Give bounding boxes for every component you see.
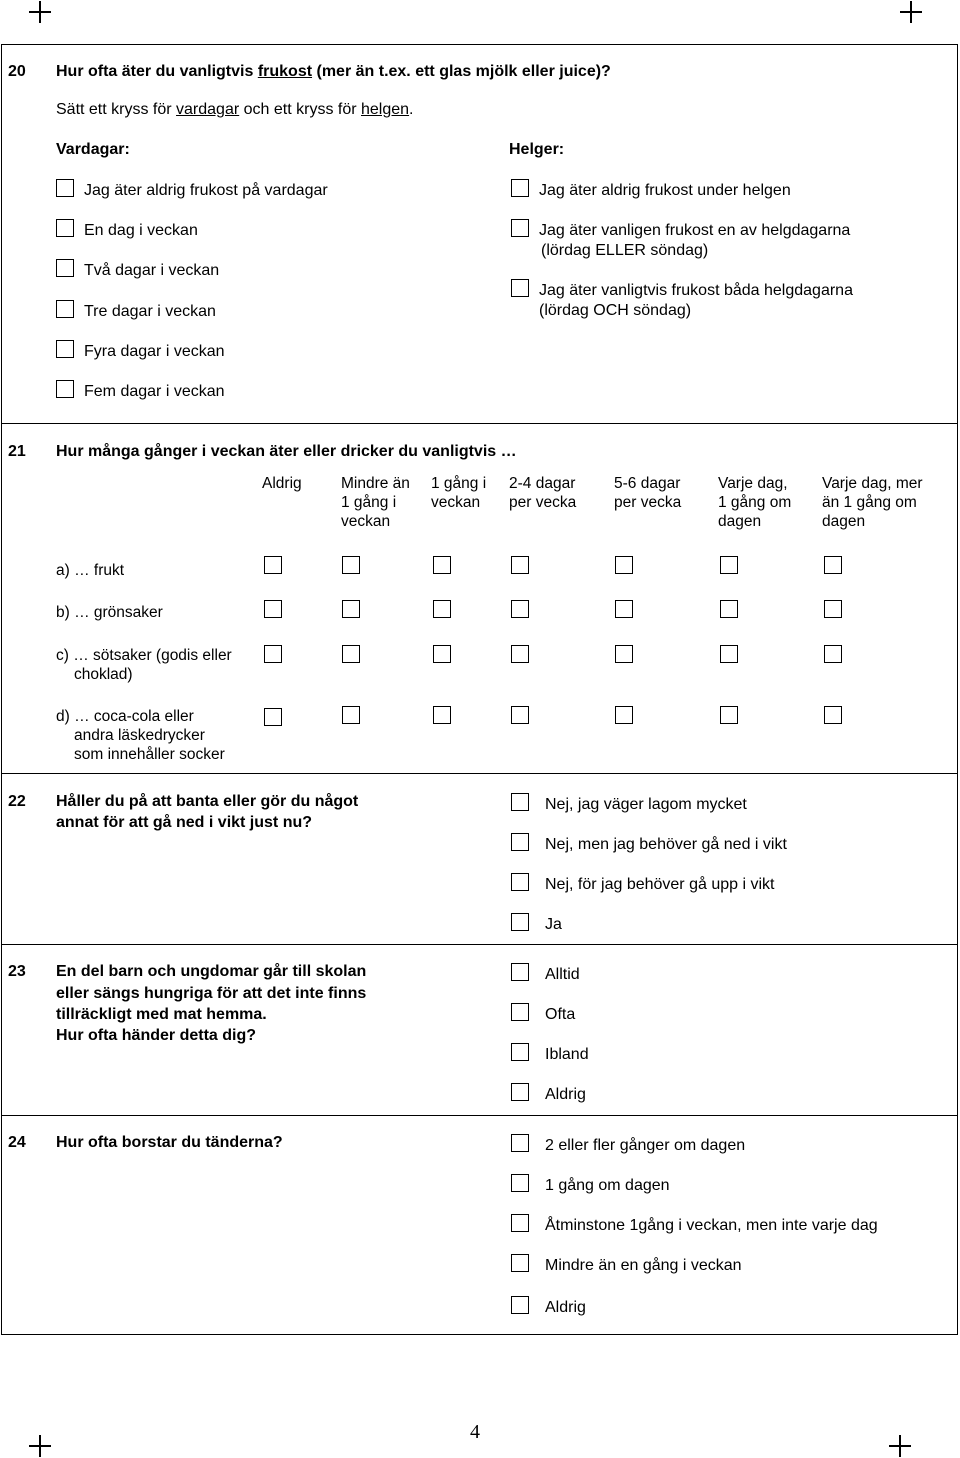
q21-col0-l1: Aldrig (262, 475, 302, 492)
q23-checkbox-3[interactable] (511, 1083, 529, 1101)
q21-col2-l1: 1 gång i (431, 475, 487, 492)
q21-checkbox-d-varje-dag-mer[interactable] (824, 706, 842, 724)
q21-checkbox-d-1-gang[interactable] (433, 706, 451, 724)
q24-option-label-3: Mindre än en gång i veckan (545, 1257, 742, 1274)
q21-checkbox-d-2-4-dagar[interactable] (511, 706, 529, 724)
q20-instruction-weekdays: vardagar (176, 101, 240, 118)
q21-checkbox-b-5-6-dagar[interactable] (615, 600, 633, 618)
q21-number: 21 (8, 443, 26, 460)
q20-instruction-post: . (409, 101, 414, 118)
q21-col5-l3: dagen (718, 513, 762, 530)
q21-checkbox-a-mindre-an-1-gang[interactable] (342, 556, 360, 574)
q21-checkbox-c-5-6-dagar[interactable] (615, 645, 633, 663)
q20-weekend-checkbox-2[interactable] (511, 279, 529, 297)
q20-weekday-label-0: Jag äter aldrig frukost på vardagar (84, 182, 328, 199)
q21-col-header (614, 474, 681, 512)
q21-col1-l1: Mindre än (341, 475, 410, 492)
q20-weekday-label-2: Två dagar i veckan (84, 262, 220, 279)
q23-checkbox-1[interactable] (511, 1003, 529, 1021)
q21-col6-l3: dagen (822, 513, 866, 530)
q21-row-c-l2: choklad) (74, 666, 133, 683)
q21-checkbox-a-varje-dag[interactable] (720, 556, 738, 574)
q23-question-line3: tillräckligt med mat hemma. (56, 1006, 267, 1023)
q22-checkbox-2[interactable] (511, 873, 529, 891)
registration-mark-top-left (29, 1, 51, 23)
q20-weekend-label-2a: Jag äter vanligtvis frukost båda helgdagarna (539, 282, 853, 299)
q20-weekend-label-1b: (lördag ELLER söndag) (541, 242, 709, 259)
q22-question-line2: annat för att gå ned i vikt just nu? (56, 814, 313, 831)
q24-option-label-4: Aldrig (545, 1299, 586, 1316)
page-number: 4 (470, 1421, 480, 1443)
q21-col4-l1: 5-6 dagar (614, 475, 681, 492)
q21-col-header (822, 474, 923, 531)
q21-row-d-l1: d) … coca-cola eller (56, 708, 194, 725)
q21-question: Hur många gånger i veckan äter eller dricker du vanligtvis … (56, 443, 517, 460)
q23-question-line4: Hur ofta händer detta dig? (56, 1027, 256, 1044)
q20-question-underlined: frukost (257, 63, 313, 80)
q21-col-header (431, 474, 486, 512)
q23-number: 23 (8, 963, 26, 980)
q20-weekend-heading: Helger: (509, 141, 565, 158)
q24-checkbox-1[interactable] (511, 1174, 529, 1192)
q21-checkbox-c-mindre-an-1-gang[interactable] (342, 645, 360, 663)
q21-checkbox-a-5-6-dagar[interactable] (615, 556, 633, 574)
q20-weekday-checkbox-2[interactable] (56, 259, 74, 277)
q23-question-line2: eller sängs hungriga för att det inte finns (56, 985, 367, 1002)
q23-option-label-0: Alltid (545, 966, 580, 983)
q21-row-d-l3: som innehåller socker (74, 746, 225, 763)
q20-question-post: (mer än t.ex. ett glas mjölk eller juice)? (312, 63, 611, 80)
q20-weekend-label-0: Jag äter aldrig frukost under helgen (539, 182, 791, 199)
q21-col3-l2: per vecka (509, 494, 577, 511)
q23-option-label-2: Ibland (545, 1046, 589, 1063)
q20-weekday-checkbox-5[interactable] (56, 380, 74, 398)
q20-instruction-pre: Sätt ett kryss för (56, 101, 177, 118)
q21-row-a-l1: a) … frukt (56, 562, 125, 579)
q24-checkbox-2[interactable] (511, 1214, 529, 1232)
q22-number: 22 (8, 793, 26, 810)
q20-weekend-checkbox-1[interactable] (511, 219, 529, 237)
q21-checkbox-b-varje-dag[interactable] (720, 600, 738, 618)
q21-col1-l2: 1 gång i (341, 494, 397, 511)
q21-col6-l1: Varje dag, mer (822, 475, 923, 492)
q21-checkbox-c-aldrig[interactable] (264, 645, 282, 663)
q23-question-line1: En del barn och ungdomar går till skolan (56, 963, 367, 980)
q22-option-label-1: Nej, men jag behöver gå ned i vikt (545, 836, 787, 853)
q24-option-label-2: Åtminstone 1gång i veckan, men inte varje dag (545, 1217, 878, 1234)
q20-instruction (56, 101, 414, 119)
q20-question (56, 63, 611, 81)
q22-checkbox-3[interactable] (511, 913, 529, 931)
q21-checkbox-b-2-4-dagar[interactable] (511, 600, 529, 618)
q24-option-label-0: 2 eller fler gånger om dagen (545, 1137, 746, 1154)
q21-row-label-a (56, 561, 124, 580)
q22-option-label-2: Nej, för jag behöver gå upp i vikt (545, 876, 775, 893)
q21-checkbox-c-1-gang[interactable] (433, 645, 451, 663)
q21-checkbox-d-mindre-an-1-gang[interactable] (342, 706, 360, 724)
q21-col4-l2: per vecka (614, 494, 682, 511)
q21-col-header (262, 474, 302, 493)
q20-weekday-label-5: Fem dagar i veckan (84, 383, 225, 400)
q21-checkbox-a-2-4-dagar[interactable] (511, 556, 529, 574)
q21-row-c-l1: c) … sötsaker (godis eller (56, 647, 232, 664)
q21-col5-l2: 1 gång om (718, 494, 792, 511)
q21-checkbox-b-mindre-an-1-gang[interactable] (342, 600, 360, 618)
q23-option-label-3: Aldrig (545, 1086, 586, 1103)
q20-number: 20 (8, 63, 26, 80)
q20-weekend-checkbox-0[interactable] (511, 179, 529, 197)
q24-checkbox-3[interactable] (511, 1254, 529, 1272)
q23-checkbox-0[interactable] (511, 963, 529, 981)
q21-checkbox-d-aldrig[interactable] (264, 708, 282, 726)
q24-question: Hur ofta borstar du tänderna? (56, 1134, 283, 1151)
q21-col-header (341, 474, 410, 531)
q24-checkbox-4[interactable] (511, 1296, 529, 1314)
q24-checkbox-0[interactable] (511, 1134, 529, 1152)
q21-row-b-l1: b) … grönsaker (56, 604, 163, 621)
divider-q21-q22 (1, 773, 958, 774)
registration-mark-top-right (900, 1, 922, 23)
q20-weekday-label-1: En dag i veckan (84, 222, 198, 239)
q22-checkbox-0[interactable] (511, 793, 529, 811)
q20-weekend-label-2b: (lördag OCH söndag) (539, 302, 692, 319)
q20-weekend-label-1a: Jag äter vanligen frukost en av helgdagarna (539, 222, 851, 239)
q21-row-d-l2: andra läskedrycker (74, 727, 205, 744)
q21-col5-l1: Varje dag, (718, 475, 788, 492)
q20-weekday-label-4: Fyra dagar i veckan (84, 343, 225, 360)
q21-row-label-b (56, 603, 163, 622)
q22-option-label-3: Ja (545, 916, 562, 933)
divider-q23-q24 (1, 1115, 958, 1116)
q24-option-label-1: 1 gång om dagen (545, 1177, 670, 1194)
q20-weekday-checkbox-4[interactable] (56, 340, 74, 358)
q21-checkbox-b-1-gang[interactable] (433, 600, 451, 618)
q22-checkbox-1[interactable] (511, 833, 529, 851)
q21-col1-l3: veckan (341, 513, 391, 530)
q21-checkbox-d-5-6-dagar[interactable] (615, 706, 633, 724)
q21-checkbox-d-varje-dag[interactable] (720, 706, 738, 724)
q21-checkbox-b-aldrig[interactable] (264, 600, 282, 618)
q21-col-header (509, 474, 576, 512)
q21-checkbox-a-aldrig[interactable] (264, 556, 282, 574)
q22-option-label-0: Nej, jag väger lagom mycket (545, 796, 747, 813)
q20-weekday-checkbox-1[interactable] (56, 219, 74, 237)
q21-checkbox-c-varje-dag-mer[interactable] (824, 645, 842, 663)
q21-checkbox-c-varje-dag[interactable] (720, 645, 738, 663)
q21-col-header (718, 474, 791, 531)
q21-col2-l2: veckan (431, 494, 481, 511)
q21-col6-l2: än 1 gång om (822, 494, 917, 511)
q21-checkbox-a-1-gang[interactable] (433, 556, 451, 574)
q21-col3-l1: 2-4 dagar (509, 475, 576, 492)
registration-mark-bottom-left (29, 1435, 51, 1457)
divider-q20-q21 (1, 423, 958, 424)
q20-weekday-label-3: Tre dagar i veckan (84, 303, 216, 320)
q20-weekdays-heading: Vardagar: (56, 141, 130, 158)
registration-mark-bottom-right (889, 1435, 911, 1457)
q21-checkbox-a-varje-dag-mer[interactable] (824, 556, 842, 574)
q23-option-label-1: Ofta (545, 1006, 576, 1023)
q20-instruction-mid: och ett kryss för (239, 101, 361, 118)
q21-row-label-d (56, 707, 225, 764)
q21-checkbox-c-2-4-dagar[interactable] (511, 645, 529, 663)
q22-question-line1: Håller du på att banta eller gör du något (56, 793, 359, 810)
q20-weekday-checkbox-3[interactable] (56, 300, 74, 318)
divider-q22-q23 (1, 944, 958, 945)
q21-row-label-c (56, 646, 232, 684)
q20-question-pre: Hur ofta äter du vanligtvis (56, 63, 258, 80)
q21-checkbox-b-varje-dag-mer[interactable] (824, 600, 842, 618)
q24-number: 24 (8, 1134, 26, 1151)
q20-instruction-weekend: helgen (361, 101, 410, 118)
q23-checkbox-2[interactable] (511, 1043, 529, 1061)
q20-weekday-checkbox-0[interactable] (56, 179, 74, 197)
